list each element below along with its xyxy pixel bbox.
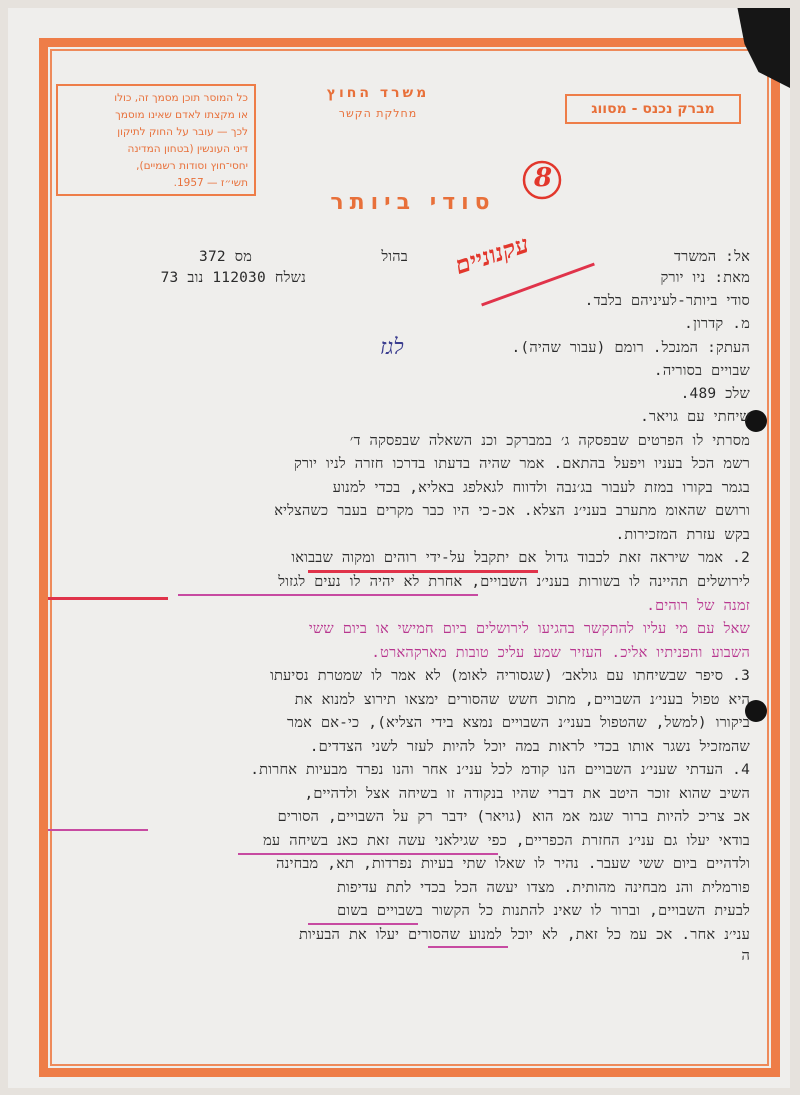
sent-line: נשלח 112030 נוב 73	[160, 270, 306, 286]
body-line: שאל עם מי עליו להתקשר בהגיעו לירושלים ביום חמישי או ביום ששי	[308, 621, 750, 637]
handwritten-red-note: עקנוניים	[451, 229, 533, 281]
body-line: לירושלים תהיינה לו בשורות בעני׳נ השבויים, אחרת לא יהיה לו נעים לגזול	[278, 574, 750, 590]
purple-underline	[238, 853, 498, 855]
notice-line: כל המוסר תוכן מסמך זה, כולו	[114, 92, 248, 104]
eyes-only-line: סודי ביותר-לעיניהם בלבד.	[584, 293, 750, 309]
circled-mark-digit: 8	[534, 163, 553, 193]
notice-line: תשי״ז — 1957.	[173, 177, 248, 189]
classification-title: סודי ביותר	[330, 190, 496, 215]
body-line: עני׳נ אחר. אכ עמ כל זאת, לא יוכל למנוע שהסורים יעלו את הבעיות	[298, 927, 750, 943]
notice-line: או מקצתו לאדם שאינו מוסמך	[115, 109, 248, 121]
from-line: מאת: ניו יורק	[660, 270, 750, 286]
body-line: בגמר בקורו במזת לעבור בג׳נבה ולדווח לגאלפג באליא, בכדי למנוע	[332, 480, 750, 496]
body-line: 3. סיפר שבשיחתו עם גולאב׳ (שגסוריה לאומ) לא אמר לו שמטרת נסיעתו	[270, 668, 750, 684]
notice-line: לכך — עובר על החוק לתיקון	[117, 126, 248, 138]
body-line: ה	[741, 948, 750, 964]
body-line: ורושם שהאומ מתערב בעני׳נ הצלא. אכ-כי היו כבר מקרים בעבר כשהצליא	[274, 503, 750, 519]
body-line: ולדהיים ביום ששי שעבר. נהיר לו שאלו שתי בעיות נפרדות, תא, מבחינה	[276, 856, 750, 872]
message-number: מס 372	[199, 249, 252, 265]
body-line: מסרתי לו הפרטים שבפסקה ג׳ במברקכ וכנ השאלה שבפסקה ד׳	[349, 433, 750, 449]
body-line: ביקורו (למשל, שהטפול בעני׳נ השבויים נמצא בידי הצליא), כי-אם אמר	[287, 715, 750, 731]
body-line: בקש עזרת המזכירות.	[615, 527, 750, 543]
ministry-name: משרד החוץ	[326, 85, 430, 101]
ministry-header	[308, 85, 448, 120]
copy-line: העתק: המנכל. רומם (עבור שהיה).	[511, 340, 750, 356]
handwritten-initials: לגז	[380, 335, 404, 360]
department-name: מחלקת הקשר	[338, 107, 418, 120]
reference-line: שלכ 489.	[680, 386, 750, 402]
addressee-line: מ. קדרון.	[684, 316, 750, 332]
purple-underline	[428, 946, 508, 948]
body-line: 2. אמר שיראה זאת לכבוד גדול אם יתקבל על-ידי רוהים ומקוה שבבואו	[291, 550, 750, 566]
red-underline	[308, 570, 538, 573]
body-line: שיחתי עם גויאר.	[640, 409, 750, 425]
body-line: השיב שהוא זוכר היטב את דברי שהיו בנקודה זו בשיחה אצל ולדהיים,	[304, 786, 750, 802]
body-line: השבוע והפניתיו אליכ. העזיר שמע עליכ טובות מארקהארט.	[371, 645, 750, 661]
body-line: 4. העדתי שעני׳נ השבויים הנו קודמ לכל עני׳נ אחר והנו נפרד מבעיות אחרות.	[250, 762, 750, 778]
notice-line: דיני העונשין (בטחון המדינה	[127, 143, 248, 155]
purple-underline	[308, 923, 418, 925]
document-page	[8, 8, 790, 1088]
body-line: לבעית השבויים, וברור לו שאינ להתנות כל הקשור בשבויים בשום	[337, 903, 750, 919]
body-line: אכ צריכ להיות ברור שגמ אמ הוא (גויאר) ידבר רק על השבויים, הסורים	[277, 809, 750, 825]
subject-line: שבויים בסוריה.	[653, 363, 750, 379]
to-line: אל: המשרד	[673, 249, 750, 265]
body-line: שהמזכיל נשגר אותו בכדי לראות במה יוכל להיות לעזר לשני הצדדים.	[309, 739, 750, 755]
body-line: רשמ הכל בעניו ויפעל בהתאם. אמר שהיה בדעתו בדרכו חזרה לניו יורק	[293, 456, 750, 472]
purple-underline	[48, 829, 148, 831]
precedence: בהול	[381, 249, 408, 265]
body-line: זמנה של רוהים.	[646, 598, 750, 614]
body-line: פורמלית והנ מבחינה מהותית. מצדו יעשה הכל בכדי לתת עדיפות	[336, 880, 750, 896]
body-line: בודאי יעלו גם עני׳נ החזרת הכפריים, כפי שגילאני עשה זאת כאנ בשיחה עמ	[263, 833, 750, 849]
body-line: היא טפול בעני׳נ השבויים, מתוכ חשש שהסורים ימצאו תירוצ למנוא את	[294, 692, 750, 708]
legal-notice-box	[56, 84, 256, 196]
red-underline	[48, 597, 168, 600]
purple-underline	[178, 594, 478, 596]
notice-line: יחסי־חוץ וסודות רשמיים),	[136, 160, 248, 172]
cable-type-stamp: מברק נכנס - מסווג	[565, 94, 741, 124]
